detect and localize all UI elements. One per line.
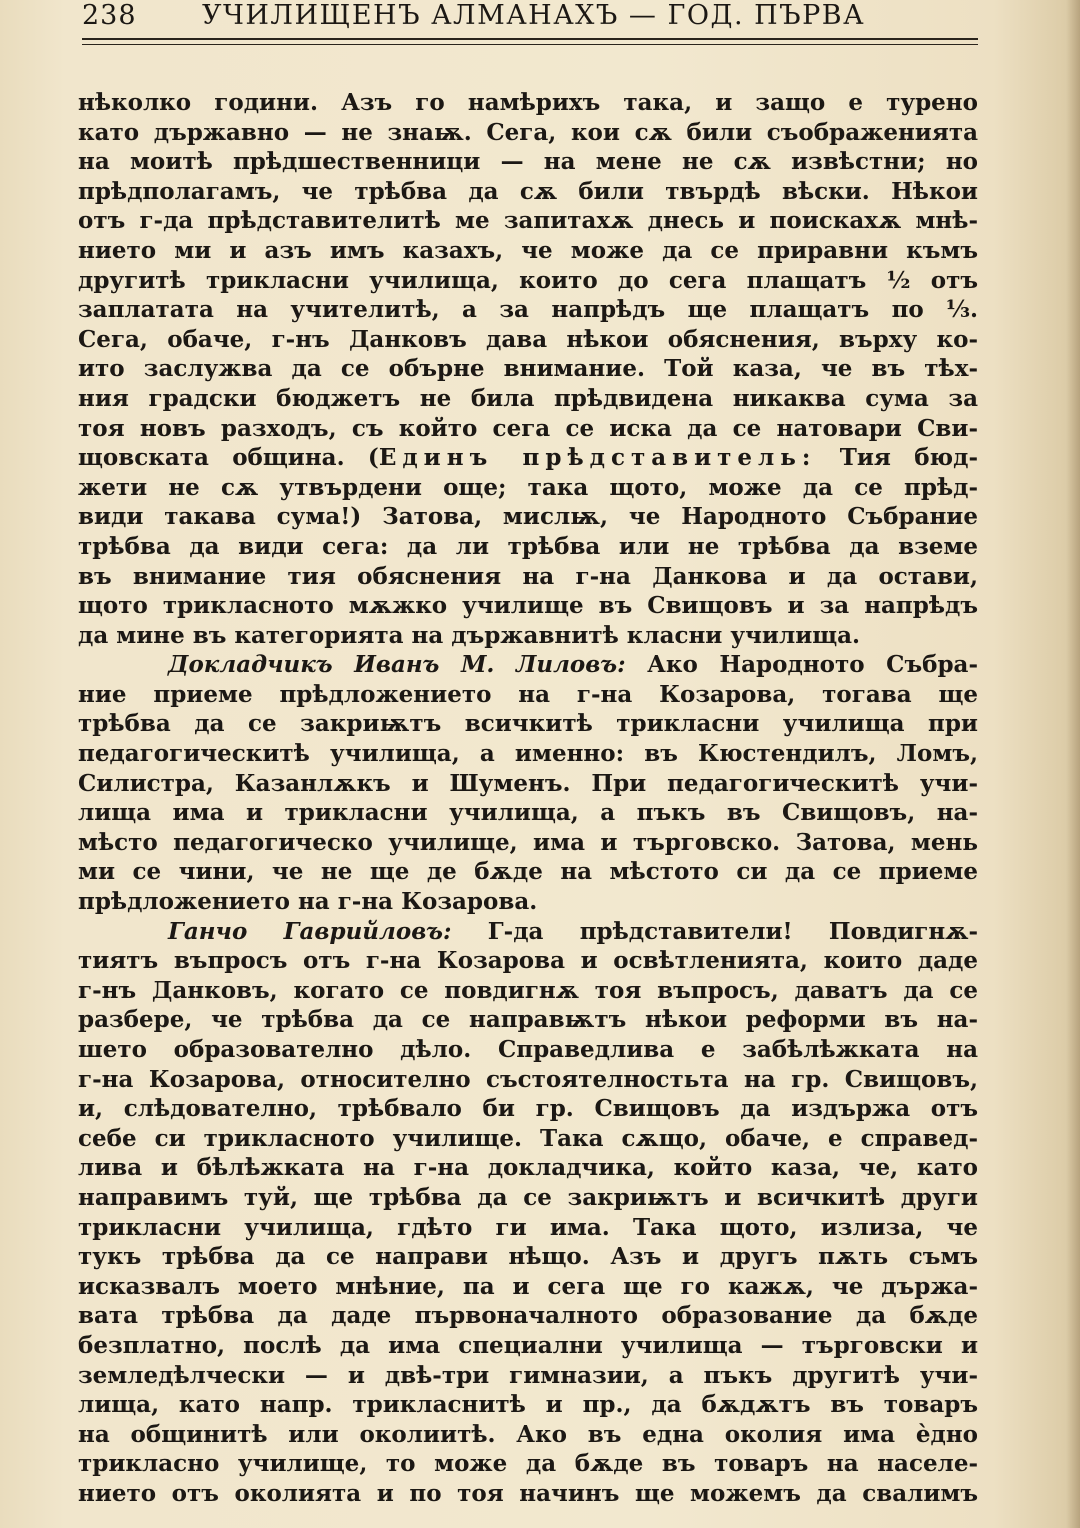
text-line: ми се чини, че не ще де бѫде на мѣстото си да се приеме (78, 858, 978, 886)
text-line: нието ми и азъ имъ казахъ, че може да се приравни къмъ (78, 236, 978, 264)
header-rule-thick (82, 38, 978, 40)
running-title: УЧИЛИЩЕНЪ АЛМАНАХЪ — ГОД. ПЪРВА (202, 0, 866, 31)
text-line: ито заслужва да се обърне внимание. Той каза, че въ тѣх- (78, 355, 978, 383)
text-line: Сега, обаче, г-нъ Данковъ дава нѣкои обяснения, върху ко- (78, 325, 978, 353)
line-fragment: Тия бюд- (816, 444, 978, 472)
text-line: види такава сума!) Затова, мислѭ, че Народното Събрание (78, 503, 978, 531)
text-line: Силистра, Казанлѫкъ и Шуменъ. При педагогическитѣ учи- (78, 769, 978, 797)
text-line: тиятъ въпросъ отъ г-на Козарова и освѣтленията, които даде (78, 947, 978, 975)
text-line: разбере, че трѣбва да се направѭтъ нѣкои реформи въ на- (78, 1006, 978, 1034)
text-line: трикласни училища, гдѣто ги има. Така щото, излиза, че (78, 1213, 978, 1241)
line-fragment: Г-да прѣдставители! Повдигнѫ- (451, 917, 978, 945)
text-line: лища има и трикласни училища, а пъкъ въ Свищовъ, на- (78, 799, 978, 827)
spine-shadow (1066, 0, 1080, 1528)
text-line: лива и бѣлѣжката на г-на докладчика, който каза, че, като (78, 1154, 978, 1182)
text-line-with-interjection (78, 443, 978, 473)
text-line: трѣбва да се закриѭтъ всичкитѣ трикласни училища при (78, 710, 978, 738)
speech-start-rapporteur (78, 650, 978, 680)
text-line: направимъ туй, ще трѣбва да се закриѭтъ и всичкитѣ други (78, 1183, 978, 1211)
text-line: другитѣ трикласни училища, които до сега плащатъ ½ отъ (78, 266, 978, 294)
text-line: отъ г-да прѣдставителитѣ ме запитахѫ днесь и поискахѫ мнѣ- (78, 207, 978, 235)
text-line: жети не сѫ утвърдени още; така щото, може да се прѣд- (78, 473, 978, 501)
text-line: заплатата на учителитѣ, а за напрѣдъ ще плащатъ по ⅓. (78, 296, 978, 324)
text-line: исказвалъ моето мнѣние, па и сега ще го кажѫ, че държа- (78, 1272, 978, 1300)
text-line: тукъ трѣбва да се направи нѣщо. Азъ и другъ пѫть съмъ (78, 1243, 978, 1271)
text-line: прѣдполагамъ, че трѣбва да сѫ били твърдѣ вѣски. Нѣкои (78, 177, 978, 205)
text-line: като държавно — не знаѭ. Сега, кои сѫ били съображенията (78, 118, 978, 146)
page-number: 238 (82, 0, 137, 31)
text-line: вата трѣбва да даде първоначалното образование да бѫде (78, 1302, 978, 1330)
page-header (82, 0, 978, 34)
text-line: лища, като напр. трикласнитѣ и пр., да бѫдѫтъ въ товаръ (78, 1391, 978, 1419)
body-text (78, 88, 978, 1509)
text-line: шето образователно дѣло. Справедлива е забѣлѣжката на (78, 1036, 978, 1063)
header-rule-thin (82, 44, 978, 45)
text-line: г-на Козарова, относително състоятелностьта на гр. Свищовъ, (78, 1065, 978, 1093)
text-line: мѣсто педагогическо училище, има и търговско. Затова, мень (78, 828, 978, 856)
line-fragment: Ако Народното Събра- (625, 651, 978, 679)
text-line: земледѣлчески — и двѣ-три гимназии, а пъкъ другитѣ учи- (78, 1361, 978, 1389)
text-line: тоя новъ разходъ, съ който сега се иска да се натовари Сви- (78, 414, 978, 442)
text-line: въ внимание тия обяснения на г-на Данкова и да остави, (78, 562, 978, 590)
text-line: ние приеме прѣдложението на г-на Козарова, тогава ще (78, 680, 978, 708)
text-line: на общинитѣ или околиитѣ. Ако въ една околия има ѐдно (78, 1420, 978, 1448)
text-line: ния градски бюджетъ не била прѣдвидена никаква сума за (78, 384, 978, 412)
text-line: нѣколко години. Азъ го намѣрихъ така, и защо е турено (78, 89, 978, 116)
line-fragment: щовската община. ( (78, 444, 379, 472)
text-line: прѣдложението на г-на Козарова. (78, 888, 538, 916)
text-line: на моитѣ прѣдшественници — на мене не сѫ извѣстни; но (78, 148, 978, 176)
text-line: г-нъ Данковъ, когато се повдигнѫ тоя въпросъ, даватъ да се (78, 976, 978, 1004)
text-line: трѣбва да види сега: да ли трѣбва или не трѣбва да вземе (78, 532, 978, 560)
text-line: да мине въ категорията на държавнитѣ класни училища. (78, 621, 861, 649)
text-line: трикласно училище, то може да бѫде въ товаръ на населе- (78, 1450, 978, 1478)
speaker-representative: Единъ прѣдставитель: (378, 444, 817, 472)
speech-start-gancho (78, 917, 978, 947)
text-line: щото трикласното мѫжко училище въ Свищовъ и за напрѣдъ (78, 592, 978, 620)
speaker-rapporteur: Докладчикъ Иванъ М. Лиловъ: (168, 651, 626, 679)
speaker-gancho: Ганчо Гаврийловъ: (168, 917, 452, 945)
text-line: педагогическитѣ училища, а именно: въ Кюстендилъ, Ломъ, (78, 740, 978, 768)
text-line: нието отъ околията и по тоя начинъ ще можемъ да свалимъ (78, 1479, 978, 1507)
text-line: и, слѣдователно, трѣбвало би гр. Свищовъ да издържа отъ (78, 1095, 978, 1123)
text-line: себе си трикласното училище. Така сѫщо, обаче, е справед- (78, 1124, 978, 1152)
text-line: безплатно, послѣ да има специални училища — търговски и (78, 1331, 978, 1359)
